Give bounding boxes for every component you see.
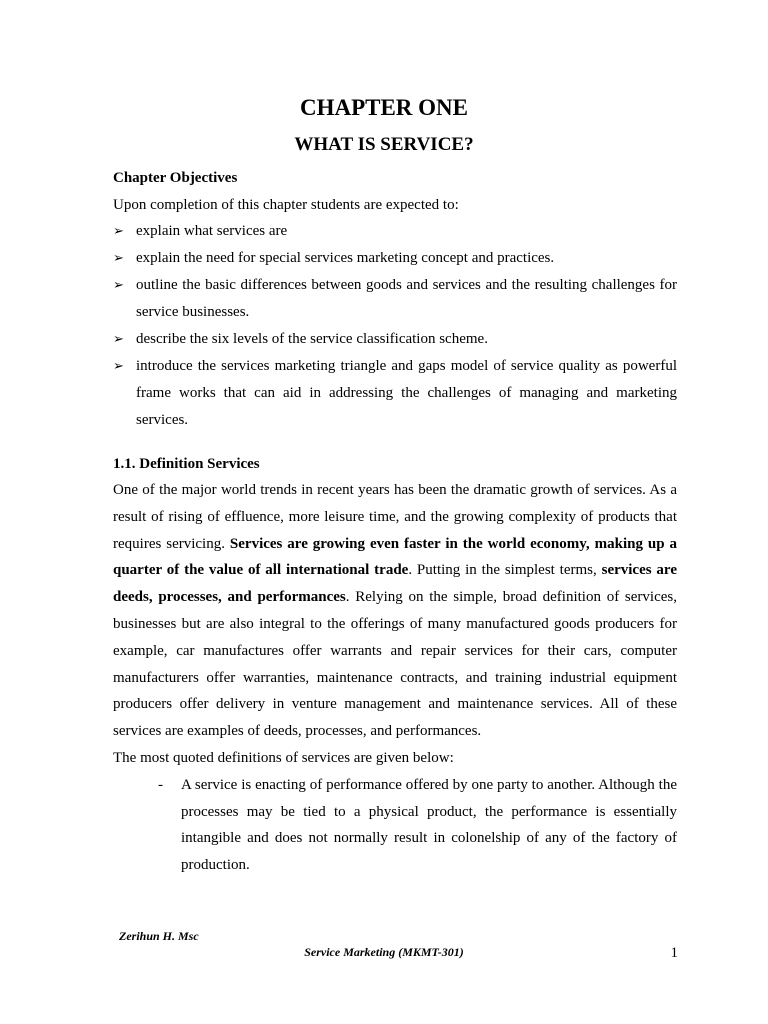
paragraph-text: . Putting in the simplest terms, bbox=[408, 562, 602, 579]
definition-paragraph bbox=[113, 477, 677, 745]
footer-author: Zerihun H. Msc bbox=[119, 929, 199, 943]
objective-item bbox=[113, 245, 677, 272]
objectives-list bbox=[113, 218, 677, 434]
emphasis-text: Services are growing even faster in the world economy, making up a quarter of the value of all international trade bbox=[113, 535, 677, 579]
objective-item bbox=[113, 218, 677, 245]
section-heading: 1.1. Definition Services bbox=[113, 456, 260, 472]
chapter-subtitle: WHAT IS SERVICE? bbox=[294, 134, 474, 155]
page-number: 1 bbox=[670, 945, 678, 961]
arrow-bullet-icon: ➢ bbox=[113, 332, 124, 347]
objective-item bbox=[113, 272, 677, 326]
definitions-list bbox=[113, 772, 677, 879]
objectives-intro: Upon completion of this chapter students are expected to: bbox=[113, 197, 459, 213]
footer-course: Service Marketing (MKMT-301) bbox=[304, 945, 464, 959]
dash-bullet-icon: - bbox=[158, 776, 163, 793]
definition-item bbox=[158, 772, 677, 879]
objective-text: outline the basic differences between goods and services and the resulting challenges for service businesses. bbox=[136, 277, 677, 320]
objective-item bbox=[113, 326, 677, 353]
chapter-title: CHAPTER ONE bbox=[299, 95, 469, 120]
objective-text: introduce the services marketing triangle and gaps model of service quality as powerful frame works that can aid in addressing the challenges of managing and marketing services. bbox=[136, 358, 677, 428]
arrow-bullet-icon: ➢ bbox=[113, 359, 124, 374]
objectives-heading: Chapter Objectives bbox=[113, 170, 238, 186]
objective-text: explain the need for special services marketing concept and practices. bbox=[136, 250, 555, 266]
arrow-bullet-icon: ➢ bbox=[113, 251, 124, 266]
arrow-bullet-icon: ➢ bbox=[113, 278, 124, 293]
definitions-intro: The most quoted definitions of services are given below: bbox=[113, 749, 454, 766]
paragraph-text: . Relying on the simple, broad definition of services, businesses but are also integral to the offerings of many manufactured goods producers for example, car manufactures offer warrants and repair services for their cars, computer manufacturers offer warranties, maintenance contracts, and training industrial equipment producers offer delivery in venture management and maintenance services. All of these services are examples of deeds, processes, and performances. bbox=[113, 589, 677, 740]
section-body bbox=[113, 477, 677, 879]
emphasis-text: services are deeds, processes, and performances bbox=[113, 562, 677, 606]
objective-text: explain what services are bbox=[136, 223, 288, 239]
arrow-bullet-icon: ➢ bbox=[113, 224, 124, 239]
paragraph-text: One of the major world trends in recent years has been the dramatic growth of services. As a result of rising of effluence, more leisure time, and the growing complexity of products that requires servicing. bbox=[113, 482, 677, 552]
objective-item bbox=[113, 353, 677, 434]
objective-text: describe the six levels of the service classification scheme. bbox=[136, 331, 488, 347]
definition-text: A service is enacting of performance offered by one party to another. Although the processes may be tied to a physical product, the performance is essentially intangible and does not normally result in colonelship of any of the factory of production. bbox=[181, 776, 677, 874]
